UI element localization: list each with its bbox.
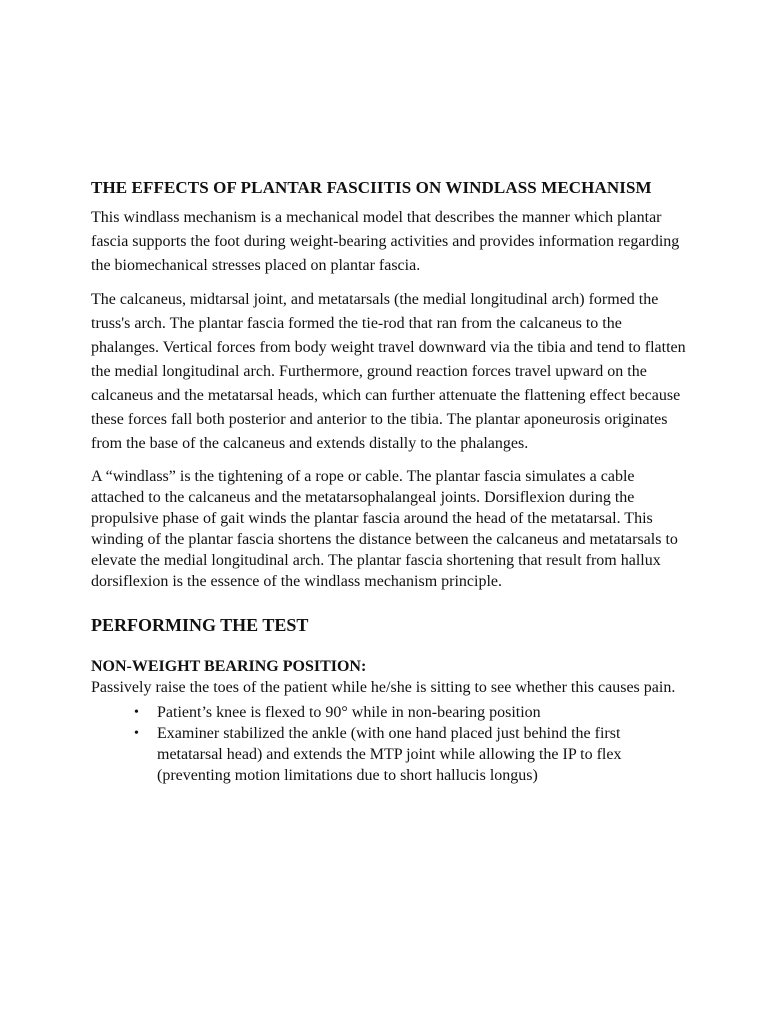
bullet-icon: • xyxy=(134,726,139,741)
list-item xyxy=(91,702,686,723)
paragraph-passive-raise: Passively raise the toes of the patient while he/she is sitting to see whether this causes pain. xyxy=(91,679,676,696)
list-item xyxy=(91,723,686,786)
document-title: THE EFFECTS OF PLANTAR FASCIITIS ON WINDLASS MECHANISM xyxy=(91,178,652,197)
document-page xyxy=(91,174,686,786)
paragraph-windlass-definition: A “windlass” is the tightening of a rope or cable. The plantar fascia simulates a cable attached to the calcaneus and the metatarsophalangeal joints. Dorsiflexion during the propulsive phase of gait winds the plantar fascia around the head of the metatarsal. This winding of the plantar fascia shortens the distance between the calcaneus and metatarsals to elevate the medial longitudinal arch. The plantar fascia shortening that result from hallux dorsiflexion is the essence of the windlass mechanism principle. xyxy=(91,468,678,590)
section-heading-performing-test: PERFORMING THE TEST xyxy=(91,615,309,635)
paragraph-windlass-model: This windlass mechanism is a mechanical model that describes the manner which plantar fascia supports the foot during weight-bearing activities and provides information regarding the biomechanical stresses placed on plantar fascia. xyxy=(91,209,680,274)
bullet-list xyxy=(91,702,686,786)
list-item-text: Examiner stabilized the ankle (with one hand placed just behind the first metatarsal head) and extends the MTP joint while allowing the IP to flex (preventing motion limitations due to short hallucis longus) xyxy=(157,725,622,784)
list-item-text: Patient’s knee is flexed to 90° while in non-bearing position xyxy=(157,704,541,721)
paragraph-truss-arch: The calcaneus, midtarsal joint, and metatarsals (the medial longitudinal arch) formed the truss's arch. The plantar fascia formed the tie-rod that ran from the calcaneus to the phalanges. Vertical forces from body weight travel downward via the tibia and tend to flatten the medial longitudinal arch. Furthermore, ground reaction forces travel upward on the calcaneus and the metatarsal heads, which can further attenuate the flattening effect because these forces fall both posterior and anterior to the tibia. The plantar aponeurosis originates from the base of the calcaneus and extends distally to the phalanges. xyxy=(91,291,686,452)
sub-heading-non-weight-bearing: NON-WEIGHT BEARING POSITION: xyxy=(91,658,367,675)
bullet-icon: • xyxy=(134,705,139,720)
